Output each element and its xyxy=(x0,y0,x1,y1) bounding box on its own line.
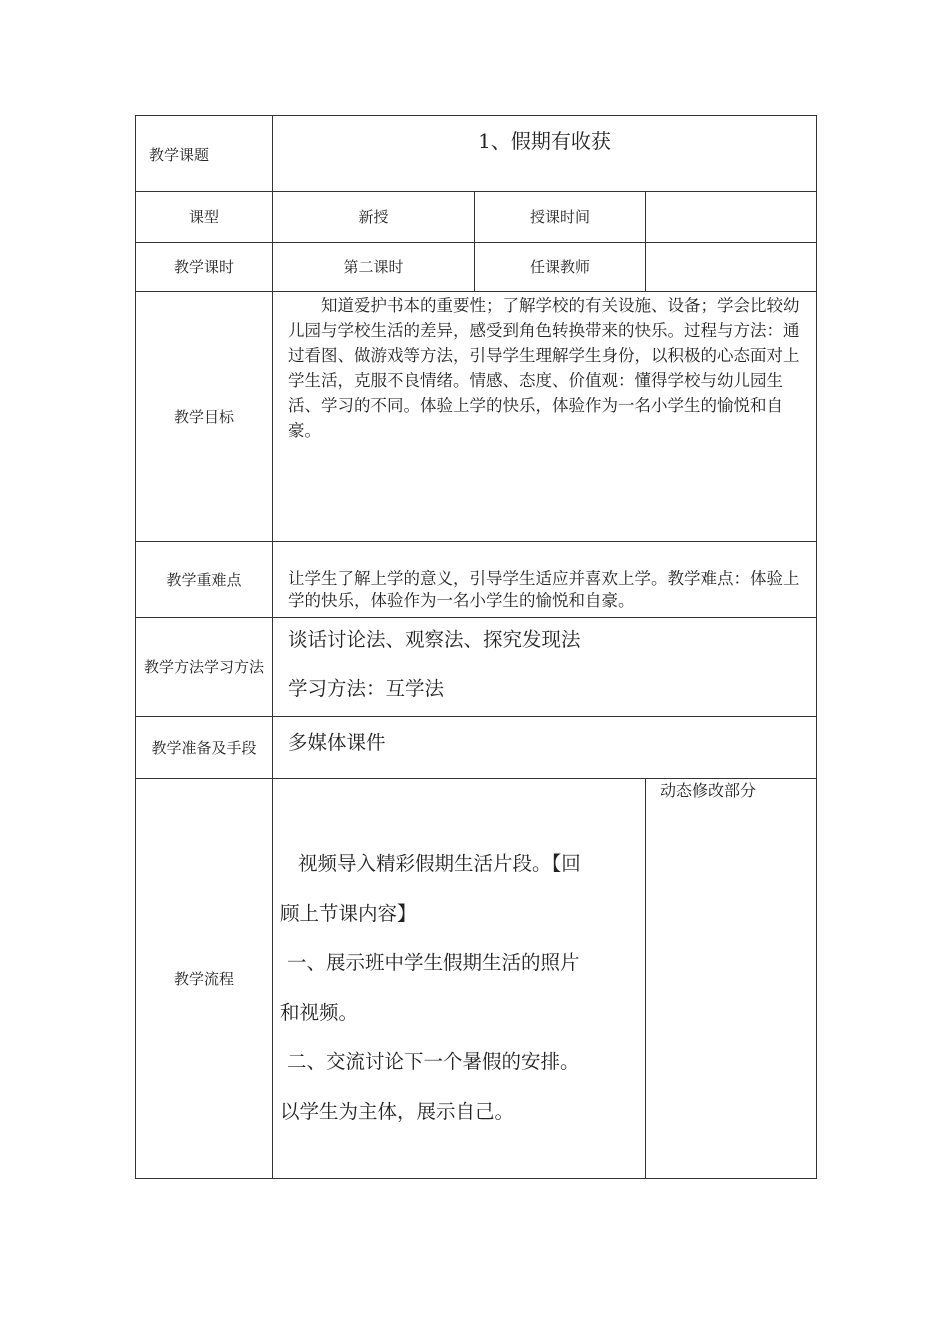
preparation-text: 多媒体课件 xyxy=(288,731,386,754)
methods-line-2: 学习方法：互学法 xyxy=(288,677,445,700)
teacher-label: 任课教师 xyxy=(529,258,590,276)
methods-label: 教学方法学习方法 xyxy=(143,658,264,676)
flow-label: 教学流程 xyxy=(173,969,234,988)
table-border-bottom xyxy=(135,1178,817,1179)
dynamic-modification-label: 动态修改部分 xyxy=(660,781,757,800)
table-column-divider xyxy=(645,778,646,1179)
type-value: 新授 xyxy=(358,208,389,226)
flow-line: 和视频。 xyxy=(280,1001,359,1024)
period-label: 教学课时 xyxy=(173,258,234,276)
objectives-text: 知道爱护书本的重要性；了解学校的有关设施、设备；学会比较幼儿园与学校生活的差异，感受到角色转换带来的快乐。过程与方法：通过看图、做游戏等方法，引导学生理解学生身份，以积极的心态面对上学生活，克服不良情绪。情感、态度、价值观：懂得学校与幼儿园生活、学习的不同。体验上学的快乐，体验作为一名小学生的愉悦和自豪。 xyxy=(288,296,800,440)
teach-time-label: 授课时间 xyxy=(529,208,590,226)
flow-line: 一、展示班中学生假期生活的照片 xyxy=(287,951,580,974)
key-points-text: 让学生了解上学的意义，引导学生适应并喜欢上学。教学难点：体验上学的快乐，体验作为一名小学生的愉悦和自豪。 xyxy=(288,569,800,610)
key-points-label: 教学重难点 xyxy=(166,570,242,589)
methods-line-1: 谈话讨论法、观察法、探究发现法 xyxy=(288,628,581,651)
flow-line: 以学生为主体，展示自己。 xyxy=(280,1100,515,1123)
topic-label: 教学课题 xyxy=(149,146,210,164)
table-border-top xyxy=(135,115,817,116)
table-border-right xyxy=(816,115,817,1179)
objectives-label: 教学目标 xyxy=(173,407,234,426)
teacher-value xyxy=(646,243,816,291)
preparation-label: 教学准备及手段 xyxy=(151,738,257,757)
type-label: 课型 xyxy=(188,208,219,226)
period-value: 第二课时 xyxy=(343,258,404,276)
flow-line: 二、交流讨论下一个暑假的安排。 xyxy=(287,1050,580,1073)
flow-line: 顾上节课内容】 xyxy=(280,902,417,925)
lesson-title: 1、假期有收获 xyxy=(478,128,611,153)
flow-line: 视频导入精彩假期生活片段。【回 xyxy=(298,852,581,875)
teach-time-value xyxy=(646,192,816,242)
